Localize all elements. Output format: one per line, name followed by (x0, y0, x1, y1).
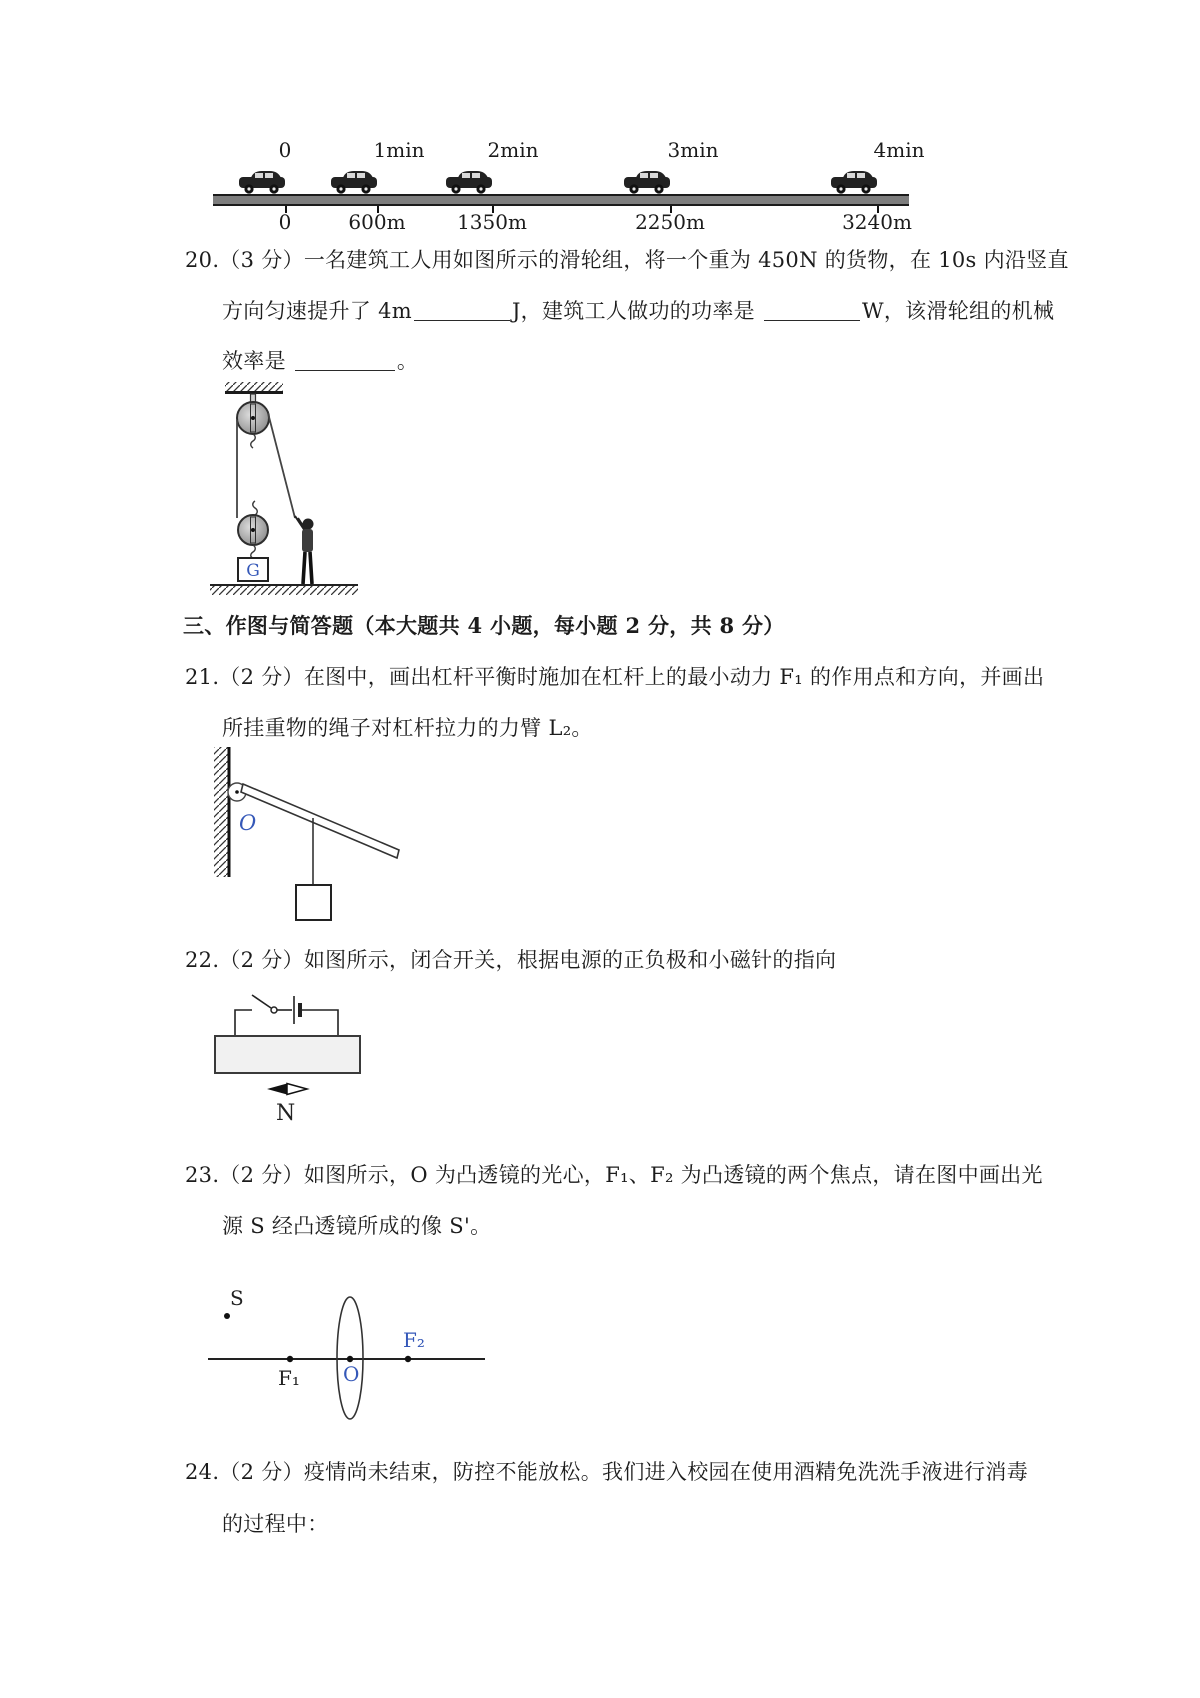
f1-label: F₁ (278, 1366, 300, 1390)
hook-icon (251, 545, 256, 558)
rope-free-end (268, 413, 295, 518)
hanging-weight (296, 885, 331, 920)
pivot-label: O (239, 811, 257, 835)
hook-icon (253, 501, 258, 515)
distance-label: 1350m (457, 210, 527, 234)
wire (302, 1010, 338, 1036)
road (213, 194, 909, 206)
distance-label: 2250m (635, 210, 705, 234)
solenoid-block (215, 1036, 360, 1073)
question-21-line-1: 21.（2 分）在图中，画出杠杆平衡时施加在杠杆上的最小动力 F₁ 的作用点和方向，并画出 (185, 665, 1045, 689)
movable-pulley-axle (251, 528, 255, 532)
question-24-line-1: 24.（2 分）疫情尚未结束，防控不能放松。我们进入校园在使用酒精免洗洗手液进行消毒 (185, 1460, 1029, 1484)
worker-figure (295, 516, 314, 584)
question-20-line-3-text: 。 (396, 349, 419, 373)
figure-pulley-system (205, 378, 370, 598)
wire (235, 1010, 252, 1036)
question-20-line-2-text: 方向匀速提升了 4m (222, 299, 412, 323)
question-20-line-3 (222, 347, 418, 375)
hook-icon (251, 434, 256, 448)
compass-needle (267, 1084, 307, 1095)
ceiling-hatch (225, 382, 283, 392)
car-icon (445, 169, 493, 195)
car-icon (830, 169, 878, 195)
distance-label: 0 (278, 210, 292, 234)
question-23-line-2: 源 S 经凸透镜所成的像 S'。 (222, 1214, 492, 1238)
figure-motion-diagram (213, 138, 923, 240)
question-21-line-2: 所挂重物的绳子对杠杆拉力的力臂 L₂。 (222, 716, 593, 740)
question-20-line-1: 20.（3 分）一名建筑工人用如图所示的滑轮组，将一个重为 450N 的货物，在 10s 内沿竖直 (185, 248, 1069, 272)
distance-label: 3240m (842, 210, 912, 234)
question-20-line-2 (222, 297, 1054, 325)
question-22-line-1: 22.（2 分）如图所示，闭合开关，根据电源的正负极和小磁针的指向 (185, 948, 837, 972)
lever-rod (241, 784, 399, 858)
switch-icon (252, 995, 277, 1013)
question-20-line-2-text: W，该滑轮组的机械 (861, 299, 1055, 323)
f2-label: F₂ (403, 1328, 425, 1352)
pivot-dot (235, 790, 239, 794)
car-icon (623, 169, 671, 195)
question-20-line-2-text: J，建筑工人做功的功率是 (511, 299, 755, 323)
source-point (224, 1313, 230, 1319)
section-header: 三、作图与简答题（本大题共 4 小题，每小题 2 分，共 8 分） (183, 613, 785, 638)
time-label: 4min (873, 138, 925, 162)
time-label: 0 (278, 138, 292, 162)
time-label: 1min (373, 138, 425, 162)
time-label: 2min (487, 138, 539, 162)
question-23-line-1: 23.（2 分）如图所示，O 为凸透镜的光心，F₁、F₂ 为凸透镜的两个焦点，请在图中画出光 (185, 1163, 1043, 1187)
source-label: S (230, 1286, 244, 1310)
ground-hatch (210, 586, 358, 595)
car-icon (238, 169, 286, 195)
answer-blank (414, 300, 510, 321)
answer-blank (764, 300, 860, 321)
figure-circuit (210, 990, 410, 1130)
question-24-line-2: 的过程中： (222, 1512, 329, 1536)
battery-icon (294, 996, 300, 1024)
question-20-line-3-text: 效率是 (222, 349, 286, 373)
focal-point-f1 (287, 1356, 293, 1362)
figure-lever (212, 742, 427, 932)
focal-point-f2 (405, 1356, 411, 1362)
time-label: 3min (667, 138, 719, 162)
answer-blank (295, 350, 395, 371)
optical-center-label: O (343, 1362, 360, 1386)
weight-label: G (246, 561, 260, 581)
figure-lens (200, 1283, 500, 1438)
wall-hatch (214, 747, 228, 877)
car-icon (330, 169, 378, 195)
fixed-pulley-axle (251, 416, 255, 420)
compass-label: N (276, 1101, 296, 1126)
distance-label: 600m (348, 210, 406, 234)
